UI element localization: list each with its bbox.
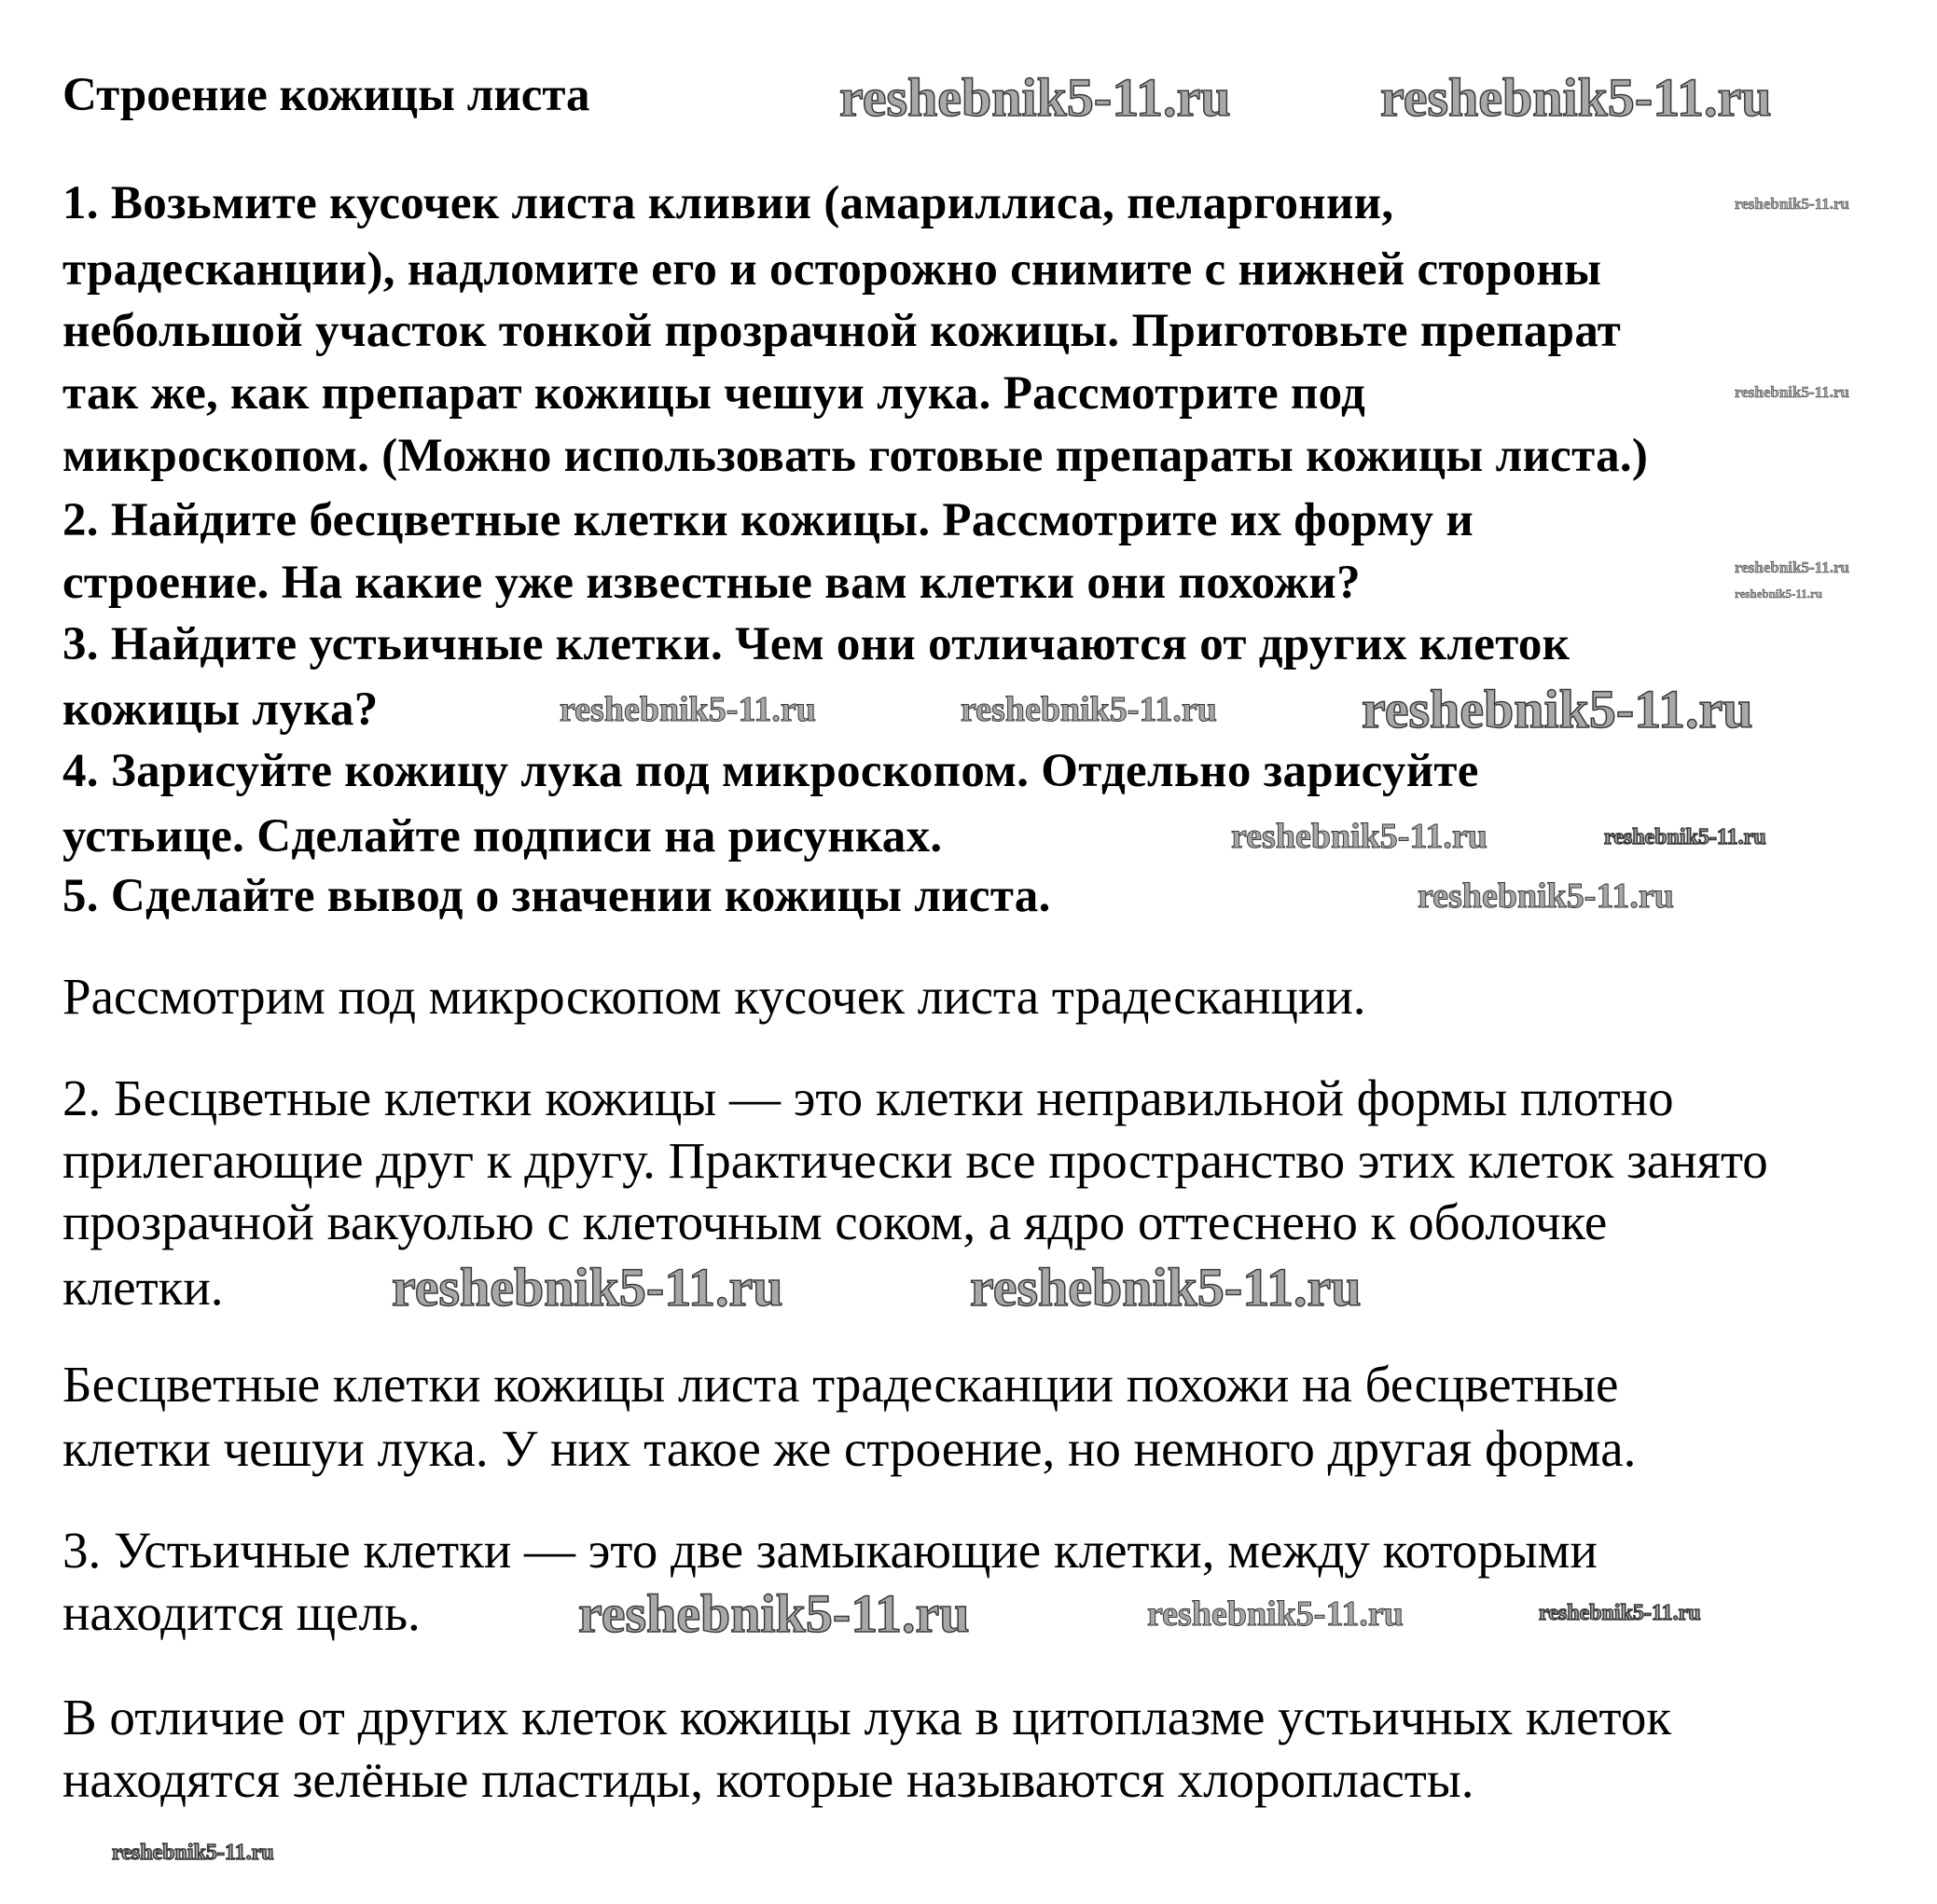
watermark: reshebnik5-11.ru	[1539, 1601, 1701, 1625]
watermark: reshebnik5-11.ru	[560, 690, 816, 729]
task-line: микроскопом. (Можно использовать готовые препараты кожицы листа.)	[62, 430, 1649, 482]
watermark: reshebnik5-11.ru	[1735, 383, 1849, 401]
task-line: небольшой участок тонкой прозрачной кожицы. Приготовьте препарат	[62, 305, 1622, 357]
answer-line: находятся зелёные пластиды, которые называются хлоропласты.	[62, 1751, 1474, 1808]
watermark: reshebnik5-11.ru	[112, 1841, 274, 1865]
answer-line: Рассмотрим под микроскопом кусочек листа традесканции.	[62, 968, 1366, 1025]
task-line: 3. Найдите устьичные клетки. Чем они отличаются от других клеток	[62, 618, 1570, 670]
task-line: 1. Возьмите кусочек листа кливии (амариллиса, пеларгонии,	[62, 177, 1394, 229]
watermark: reshebnik5-11.ru	[1735, 586, 1823, 600]
watermark: reshebnik5-11.ru	[1604, 825, 1766, 849]
task-line: так же, как препарат кожицы чешуи лука. Рассмотрите под	[62, 367, 1366, 420]
watermark: reshebnik5-11.ru	[1362, 679, 1753, 739]
watermark: reshebnik5-11.ru	[1735, 195, 1849, 213]
watermark: reshebnik5-11.ru	[578, 1583, 970, 1644]
answer-line: прозрачной вакуолью с клеточным соком, а ядро оттеснено к оболочке	[62, 1193, 1608, 1250]
task-line: кожицы лука?	[62, 683, 379, 736]
watermark: reshebnik5-11.ru	[839, 67, 1231, 128]
answer-line: Бесцветные клетки кожицы листа традесканции похожи на бесцветные	[62, 1356, 1619, 1413]
watermark: reshebnik5-11.ru	[970, 1257, 1362, 1318]
task-line: 5. Сделайте вывод о значении кожицы листа.	[62, 870, 1051, 922]
answer-line: клетки чешуи лука. У них такое же строение, но немного другая форма.	[62, 1420, 1637, 1477]
answer-line: В отличие от других клеток кожицы лука в цитоплазме устьичных клеток	[62, 1689, 1672, 1745]
document-title: Строение кожицы листа	[62, 69, 590, 121]
watermark: reshebnik5-11.ru	[1231, 817, 1487, 856]
watermark: reshebnik5-11.ru	[1735, 559, 1849, 576]
task-line: традесканции), надломите его и осторожно снимите с нижней стороны	[62, 243, 1602, 296]
task-line: 4. Зарисуйте кожицу лука под микроскопом. Отдельно зарисуйте	[62, 745, 1479, 797]
answer-line: клетки.	[62, 1259, 224, 1316]
watermark: reshebnik5-11.ru	[392, 1257, 783, 1318]
watermark: reshebnik5-11.ru	[1380, 67, 1772, 128]
task-line: 2. Найдите бесцветные клетки кожицы. Рассмотрите их форму и	[62, 494, 1474, 546]
task-line: устьице. Сделайте подписи на рисунках.	[62, 810, 943, 862]
answer-line: находится щель.	[62, 1584, 421, 1641]
answer-line: 2. Бесцветные клетки кожицы — это клетки неправильной формы плотно	[62, 1069, 1674, 1126]
task-line: строение. На какие уже известные вам клетки они похожи?	[62, 557, 1361, 609]
watermark: reshebnik5-11.ru	[961, 690, 1217, 729]
answer-line: прилегающие друг к другу. Практически все пространство этих клеток занято	[62, 1132, 1768, 1189]
watermark: reshebnik5-11.ru	[1418, 876, 1674, 916]
answer-line: 3. Устьичные клетки — это две замыкающие клетки, между которыми	[62, 1522, 1598, 1579]
watermark: reshebnik5-11.ru	[1147, 1594, 1404, 1634]
